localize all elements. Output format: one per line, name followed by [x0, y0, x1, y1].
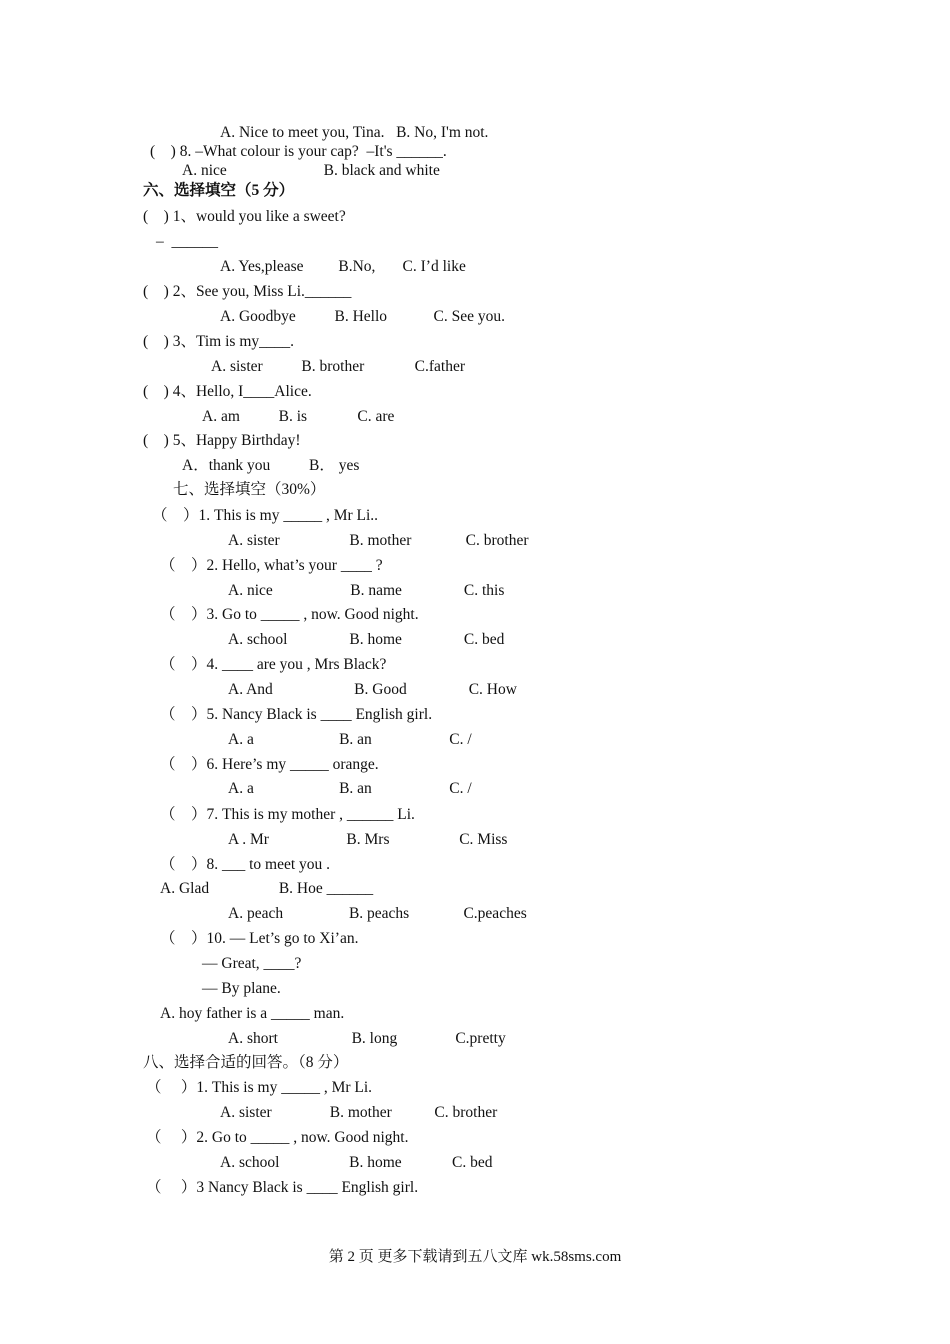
text-line: ( ) 5、Happy Birthday!: [143, 432, 301, 449]
text-line: （ ）3. Go to _____ , now. Good night.: [160, 606, 419, 623]
text-line: （ ）6. Here’s my _____ orange.: [160, 756, 379, 773]
text-line: ( ) 8. –What colour is your cap? –It's ______.: [150, 143, 447, 160]
text-line: A. a B. an C. /: [228, 731, 472, 748]
text-line: A. school B. home C. bed: [228, 631, 505, 648]
text-line: A. a B. an C. /: [228, 780, 472, 797]
text-line: A. sister B. mother C. brother: [220, 1104, 498, 1121]
text-line: — By plane.: [202, 980, 281, 997]
text-line: ( ) 3、Tim is my____.: [143, 333, 295, 350]
text-line: ( ) 2、See you, Miss Li.______: [143, 283, 352, 300]
text-line: A. nice B. name C. this: [228, 582, 505, 599]
text-line: A. sister B. mother C. brother: [228, 532, 529, 549]
text-line: （ ）5. Nancy Black is ____ English girl.: [160, 706, 433, 723]
text-line: 七、选择填空（30%）: [173, 481, 326, 498]
text-line: （ ）1. This is my _____ , Mr Li.: [146, 1079, 373, 1096]
text-line: 六、选择填空（5 分）: [143, 182, 295, 199]
text-line: （ ）2. Hello, what’s your ____ ?: [160, 557, 383, 574]
text-line: （ ）2. Go to _____ , now. Good night.: [146, 1129, 409, 1146]
text-line: A. hoy father is a _____ man.: [160, 1005, 345, 1022]
text-line: ( ) 4、Hello, I____Alice.: [143, 383, 312, 400]
text-line: A. peach B. peachs C.peaches: [228, 905, 527, 922]
text-line: A. Glad B. Hoe ______: [160, 880, 374, 897]
text-line: A. Nice to meet you, Tina. B. No, I'm not.: [220, 124, 489, 141]
text-line: （ ）1. This is my _____ , Mr Li..: [152, 507, 379, 524]
text-line: A. short B. long C.pretty: [228, 1030, 506, 1047]
text-line: A . Mr B. Mrs C. Miss: [228, 831, 508, 848]
text-line: A. am B. is C. are: [202, 408, 395, 425]
text-line: A．thank you B． yes: [182, 457, 360, 474]
text-line: — Great, ____?: [202, 955, 302, 972]
text-line: A. Yes,please B.No, C. I’d like: [220, 258, 466, 275]
page-footer: 第 2 页 更多下载请到五八文库 wk.58sms.com: [328, 1249, 622, 1265]
text-line: A. Goodbye B. Hello C. See you.: [220, 308, 506, 325]
text-line: （ ）7. This is my mother , ______ Li.: [160, 806, 415, 823]
text-line: – ______: [156, 233, 218, 250]
text-line: A. And B. Good C. How: [228, 681, 517, 698]
text-line: A. school B. home C. bed: [220, 1154, 493, 1171]
text-line: A. sister B. brother C.father: [211, 358, 465, 375]
text-line: ( ) 1、would you like a sweet?: [143, 208, 346, 225]
text-line: A. nice B. black and white: [182, 162, 440, 179]
text-line: （ ）10. — Let’s go to Xi’an.: [160, 930, 359, 947]
text-line: 八、选择合适的回答。（8 分）: [143, 1054, 349, 1071]
text-line: （ ）3 Nancy Black is ____ English girl.: [146, 1179, 419, 1196]
text-line: （ ）8. ___ to meet you .: [160, 856, 331, 873]
text-line: （ ）4. ____ are you , Mrs Black?: [160, 656, 387, 673]
